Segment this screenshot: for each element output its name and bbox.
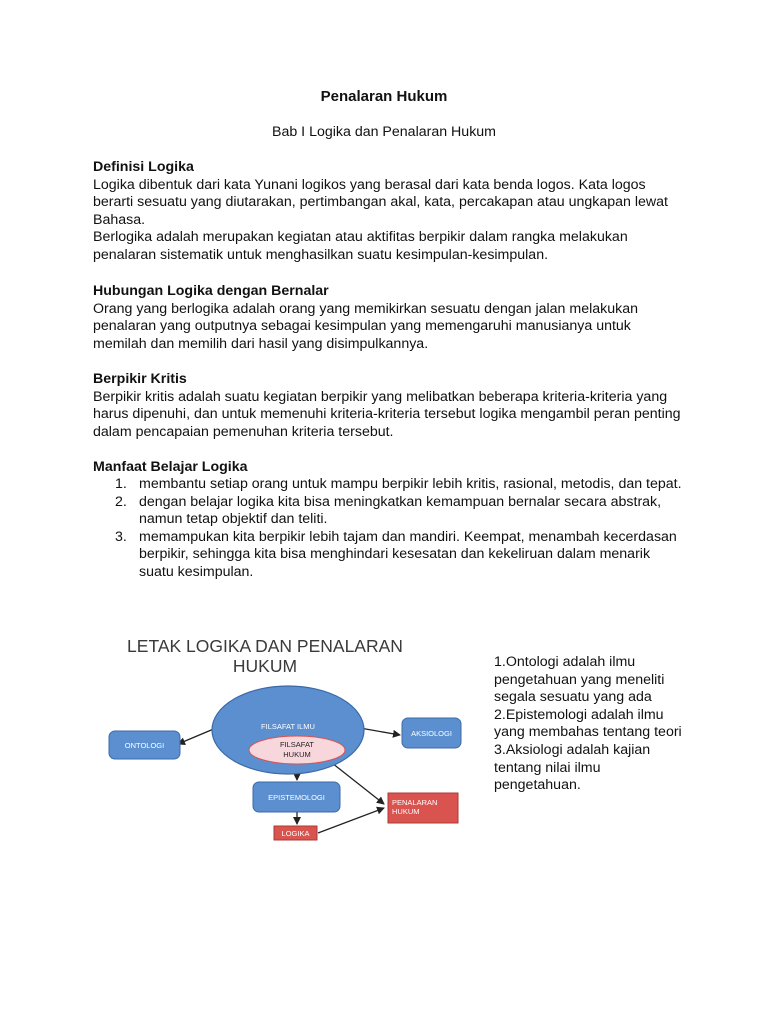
list-number: 1.	[115, 476, 127, 492]
side-note: 3.Aksiologi adalah kajian tentang nilai ilmu pengetahuan.	[494, 741, 651, 794]
ontologi-label: ONTOLOGI	[124, 741, 165, 750]
penalaran-hukum-label-1: PENALARAN	[392, 798, 438, 807]
list-item	[93, 494, 683, 529]
side-notes	[494, 654, 684, 795]
logika-label: LOGIKA	[281, 829, 310, 838]
section-heading: Manfaat Belajar Logika	[93, 459, 248, 475]
section-berpikir-kritis	[93, 371, 683, 441]
section-heading: Definisi Logika	[93, 159, 194, 175]
section-heading: Berpikir Kritis	[93, 371, 187, 387]
filsafat-hukum-label-1: FILSAFAT	[279, 740, 315, 749]
penalaran-hukum-label-2: HUKUM	[392, 807, 420, 816]
list-number: 3.	[115, 528, 127, 545]
paragraph: Logika dibentuk dari kata Yunani logikos yang berasal dari kata benda logos. Kata logos berarti sesuatu yang diutarakan, pertimbangan akal, kata, percakapan atau ungkapan lewat Bahasa.	[93, 176, 668, 228]
list-number: 2.	[115, 493, 127, 510]
diagram-svg	[78, 632, 480, 847]
side-note: 2.Epistemologi adalah ilmu yang membahas tentang teori	[494, 706, 682, 741]
aksiologi-label: AKSIOLOGI	[411, 729, 452, 738]
epistemologi-label: EPISTEMOLOGI	[268, 793, 325, 802]
list-item	[93, 529, 683, 582]
side-note: 1.Ontologi adalah ilmu pengetahuan yang meneliti segala sesuatu yang ada	[494, 654, 665, 706]
diagram-title-line1: LETAK LOGIKA DAN PENALARAN	[127, 636, 403, 656]
manfaat-list	[93, 476, 683, 582]
section-heading: Hubungan Logika dengan Bernalar	[93, 283, 329, 299]
section-hubungan-logika	[93, 283, 683, 353]
list-item	[93, 476, 683, 494]
section-manfaat-heading	[93, 459, 683, 477]
paragraph: Orang yang berlogika adalah orang yang memikirkan sesuatu dengan jalan melakukan penalaran yang outputnya sebagai kesimpulan yang memengaruhi manusianya untuk memilah dan memilih dari hasil yang disimpulkannya.	[93, 300, 638, 352]
section-definisi-logika	[93, 159, 683, 265]
diagram-title-line2: HUKUM	[232, 656, 298, 676]
paragraph: Berpikir kritis adalah suatu kegiatan berpikir yang melibatkan beberapa kriteria-kriteria yang harus dipenuhi, dan untuk memenuhi kriteria-kriteria tersebut logika mengambil peran penting dalam pencapaian pemenuhan kriteria tersebut.	[93, 388, 681, 440]
paragraph: Berlogika adalah merupakan kegiatan atau aktifitas berpikir dalam rangka melakukan penalaran sistematik untuk menghasilkan suatu kesimpulan-kesimpulan.	[93, 229, 628, 263]
list-text: dengan belajar logika kita bisa meningkatkan kemampuan bernalar secara abstrak, namun tetap objektif dan teliti.	[139, 493, 662, 528]
filsafat-hukum-label-2: HUKUM	[283, 750, 311, 759]
page-title: Penalaran Hukum	[320, 88, 448, 105]
chapter-subtitle: Bab I Logika dan Penalaran Hukum	[272, 124, 496, 140]
list-text: membantu setiap orang untuk mampu berpikir lebih kritis, rasional, metodis, dan tepat.	[139, 476, 682, 492]
filsafat-ilmu-label: FILSAFAT ILMU	[261, 722, 315, 731]
diagram-letak-logika	[78, 632, 480, 847]
list-text: memampukan kita berpikir lebih tajam dan mandiri. Keempat, menambah kecerdasan berpikir, sehingga kita bisa menghindari kesesatan dan kekeliruan dalam menarik suatu kesimpulan.	[139, 528, 677, 580]
